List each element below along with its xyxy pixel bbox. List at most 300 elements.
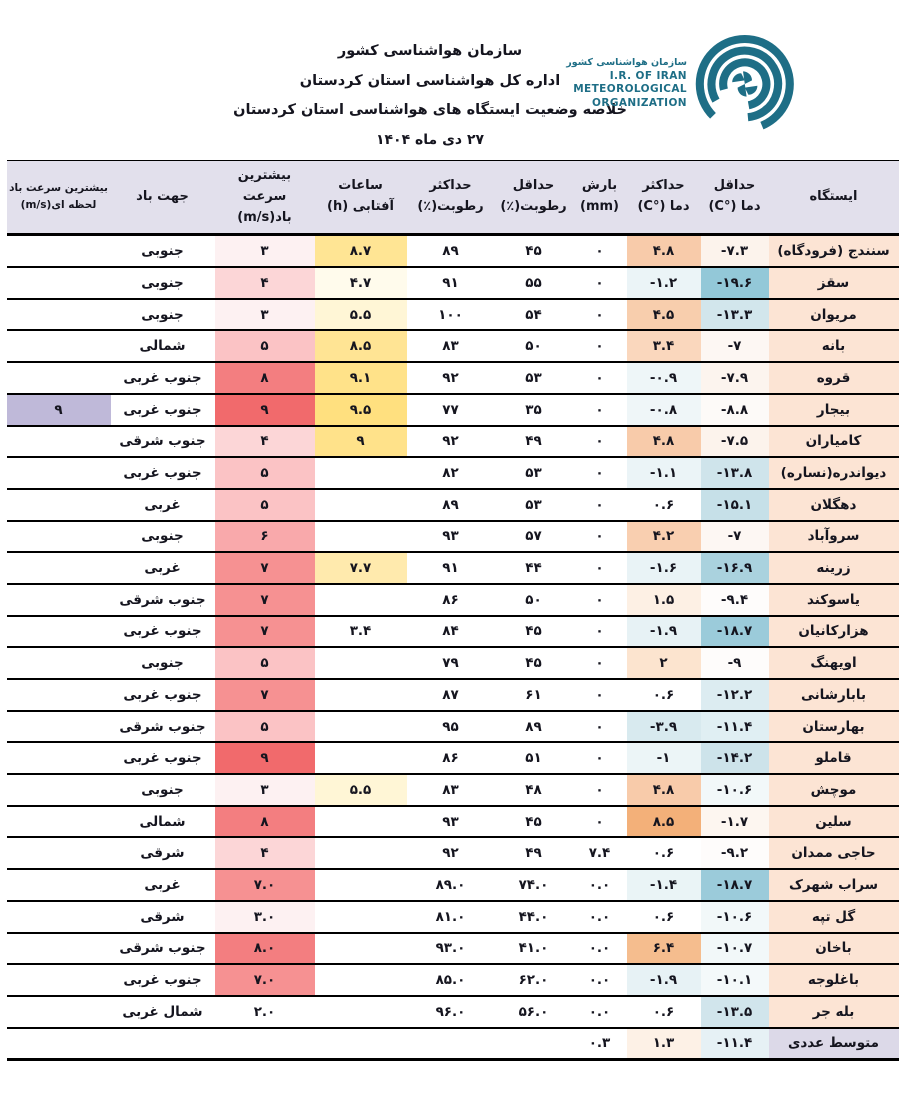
temp_max-value: ۶.۴ xyxy=(652,940,675,957)
wind_max-value: ۹ xyxy=(260,750,269,767)
station-value: بابارشانی xyxy=(800,686,867,703)
cell-temp_min xyxy=(701,774,769,806)
logo-text-en3: ORGANIZATION xyxy=(592,96,687,109)
cell-rh_max xyxy=(407,869,495,901)
wind_max-value: ۴ xyxy=(260,845,269,862)
cell-station xyxy=(769,457,899,489)
station-value: متوسط عددی xyxy=(787,1035,880,1052)
rh_min-value: ۴۵ xyxy=(525,243,542,260)
station-value: کامیاران xyxy=(805,433,862,450)
cell-temp_min xyxy=(701,711,769,743)
cell-temp_max xyxy=(627,869,701,901)
cell-temp_max xyxy=(627,964,701,996)
rh_min-value: ۴۴.۰ xyxy=(518,908,549,925)
cell-sunshine xyxy=(315,426,407,458)
station-value: یاسوکند xyxy=(806,591,861,608)
cell-rh_min xyxy=(495,299,573,331)
cell-gust xyxy=(7,711,111,743)
station-row xyxy=(7,711,899,743)
wind_max-value: ۲.۰ xyxy=(253,1003,276,1020)
precip-value: ۰ xyxy=(595,401,604,418)
cell-temp_min xyxy=(701,837,769,869)
cell-rh_max xyxy=(407,552,495,584)
sunshine-value: ۷.۷ xyxy=(349,560,372,577)
wind_dir-value: جنوب غربی xyxy=(123,972,202,989)
cell-temp_max xyxy=(627,235,701,267)
cell-wind_max xyxy=(215,330,315,362)
cell-precip xyxy=(573,679,627,711)
rh_min-value: ۵۳ xyxy=(525,496,542,513)
cell-rh_max xyxy=(407,647,495,679)
cell-rh_min xyxy=(495,457,573,489)
cell-gust xyxy=(7,394,111,426)
temp_min-value: -۱۸.۷ xyxy=(716,623,753,640)
cell-precip xyxy=(573,584,627,616)
cell-wind_max xyxy=(215,1028,315,1060)
cell-station xyxy=(769,742,899,774)
cell-precip xyxy=(573,489,627,521)
temp_max-value: -۱.۲ xyxy=(649,274,678,291)
station-row xyxy=(7,806,899,838)
temp_min-value: -۹.۴ xyxy=(720,591,749,608)
temp_min-value: -۱۲.۲ xyxy=(716,686,753,703)
rh_min-value: ۴۸ xyxy=(525,781,542,798)
temp_max-value: ۴.۵ xyxy=(652,306,675,323)
station-value: سقز xyxy=(817,274,850,291)
cell-precip xyxy=(573,711,627,743)
rh_max-value: ۸۹ xyxy=(442,243,459,260)
wind_dir-value: شرقی xyxy=(140,845,185,862)
cell-rh_min xyxy=(495,933,573,965)
report-header xyxy=(0,0,905,160)
cell-station xyxy=(769,235,899,267)
rh_min-value: ۴۱.۰ xyxy=(518,940,549,957)
station-value: هزارکانیان xyxy=(798,623,869,640)
precip-value: ۰ xyxy=(595,655,604,672)
temp_max-value: ۳.۴ xyxy=(652,338,675,355)
cell-wind_dir xyxy=(111,901,215,933)
rh_min-value: ۷۴.۰ xyxy=(518,876,549,893)
cell-rh_min xyxy=(495,235,573,267)
cell-rh_min xyxy=(495,869,573,901)
cell-wind_dir xyxy=(111,267,215,299)
rh_min-value: ۴۵ xyxy=(525,813,542,830)
station-row xyxy=(7,584,899,616)
cell-precip xyxy=(573,267,627,299)
cell-station xyxy=(769,552,899,584)
precip-value: ۰ xyxy=(595,591,604,608)
cell-temp_max xyxy=(627,330,701,362)
cell-station xyxy=(769,426,899,458)
station-row xyxy=(7,837,899,869)
cell-wind_max xyxy=(215,964,315,996)
temp_max-value: ۰.۶ xyxy=(652,908,675,925)
cell-wind_dir xyxy=(111,299,215,331)
rh_max-value: ۷۹ xyxy=(442,655,459,672)
temp_min-value: -۱۰.۷ xyxy=(716,940,753,957)
cell-wind_max xyxy=(215,711,315,743)
cell-wind_max xyxy=(215,869,315,901)
precip-value: ۰ xyxy=(595,306,604,323)
header-row xyxy=(7,161,899,235)
cell-temp_min xyxy=(701,552,769,584)
station-row xyxy=(7,869,899,901)
cell-precip xyxy=(573,394,627,426)
cell-temp_max xyxy=(627,616,701,648)
cell-temp_max xyxy=(627,267,701,299)
cell-wind_max xyxy=(215,933,315,965)
wind_dir-value: جنوب غربی xyxy=(123,623,202,640)
cell-temp_max xyxy=(627,837,701,869)
station-value: بانه xyxy=(821,338,846,355)
wind_dir-value: جنوب غربی xyxy=(123,465,202,482)
cell-wind_max xyxy=(215,394,315,426)
precip-value: ۰ xyxy=(595,813,604,830)
cell-station xyxy=(769,806,899,838)
cell-temp_max xyxy=(627,774,701,806)
temp_min-value: -۱۵.۱ xyxy=(716,496,753,513)
cell-wind_dir xyxy=(111,996,215,1028)
cell-wind_max xyxy=(215,774,315,806)
cell-precip xyxy=(573,869,627,901)
cell-temp_max xyxy=(627,679,701,711)
cell-wind_dir xyxy=(111,457,215,489)
wind_dir-value: جنوب غربی xyxy=(123,369,202,386)
station-value: سراب شهرک xyxy=(789,876,878,893)
temp_min-value: -۱۰.۱ xyxy=(716,972,753,989)
temp_max-value: ۱.۳ xyxy=(652,1035,675,1052)
cell-wind_dir xyxy=(111,552,215,584)
report-date: ۲۷ دی ماه ۱۴۰۴ xyxy=(375,131,485,148)
cell-rh_max xyxy=(407,235,495,267)
cell-temp_min xyxy=(701,489,769,521)
cell-temp_min xyxy=(701,869,769,901)
precip-value: ۰.۳ xyxy=(588,1035,611,1052)
cell-gust xyxy=(7,267,111,299)
cell-gust xyxy=(7,742,111,774)
temp_min-value: -۱۳.۸ xyxy=(716,465,753,482)
cell-sunshine xyxy=(315,933,407,965)
wind_max-value: ۵ xyxy=(260,465,269,482)
cell-rh_max xyxy=(407,584,495,616)
wind_dir-value: جنوب شرقی xyxy=(119,718,206,735)
header-temp_min: حداقل دما (°C) xyxy=(701,161,769,235)
wind_max-value: ۷ xyxy=(260,686,269,703)
wind_max-value: ۵ xyxy=(260,496,269,513)
sunshine-value: ۸.۵ xyxy=(349,338,372,355)
cell-gust xyxy=(7,774,111,806)
cell-rh_max xyxy=(407,426,495,458)
cell-wind_max xyxy=(215,267,315,299)
cell-sunshine xyxy=(315,742,407,774)
cell-temp_min xyxy=(701,267,769,299)
cell-temp_max xyxy=(627,426,701,458)
temp_min-value: -۹ xyxy=(727,655,742,672)
temp_min-value: -۱۱.۴ xyxy=(716,718,753,735)
wind_max-value: ۵ xyxy=(260,338,269,355)
temp_max-value: ۰.۶ xyxy=(652,496,675,513)
cell-precip xyxy=(573,837,627,869)
sunshine-value: ۳.۴ xyxy=(349,623,372,640)
rh_min-value: ۵۷ xyxy=(525,528,542,545)
rh_min-value: ۵۳ xyxy=(525,465,542,482)
wind_dir-value: جنوب شرقی xyxy=(119,433,206,450)
wind_max-value: ۴ xyxy=(260,274,269,291)
cell-station xyxy=(769,869,899,901)
station-value: دهگلان xyxy=(810,496,857,513)
cell-temp_min xyxy=(701,647,769,679)
temp_max-value: -۰.۹ xyxy=(649,369,678,386)
cell-rh_max xyxy=(407,996,495,1028)
cell-station xyxy=(769,394,899,426)
rh_min-value: ۵۵ xyxy=(525,274,542,291)
cell-rh_max xyxy=(407,521,495,553)
cell-gust xyxy=(7,901,111,933)
weather-stations-table xyxy=(7,160,899,1061)
cell-precip xyxy=(573,996,627,1028)
temp_min-value: -۱۴.۲ xyxy=(716,750,753,767)
cell-temp_max xyxy=(627,901,701,933)
rh_max-value: ۸۷ xyxy=(442,686,459,703)
cell-temp_max xyxy=(627,394,701,426)
cell-wind_max xyxy=(215,584,315,616)
cell-station xyxy=(769,711,899,743)
rh_max-value: ۸۳ xyxy=(442,781,459,798)
station-row xyxy=(7,457,899,489)
gust-value: ۹ xyxy=(54,401,63,418)
cell-temp_min xyxy=(701,679,769,711)
temp_max-value: -۱.۶ xyxy=(649,560,678,577)
wind_max-value: ۸ xyxy=(260,813,269,830)
station-row xyxy=(7,616,899,648)
station-value: قروه xyxy=(816,369,851,386)
cell-wind_dir xyxy=(111,362,215,394)
sunshine-value: ۵.۵ xyxy=(349,781,372,798)
cell-wind_max xyxy=(215,742,315,774)
cell-wind_dir xyxy=(111,521,215,553)
cell-rh_min xyxy=(495,996,573,1028)
wind_dir-value: جنوب غربی xyxy=(123,686,202,703)
rh_min-value: ۵۰ xyxy=(525,591,542,608)
station-value: قاملو xyxy=(815,750,852,767)
cell-wind_dir xyxy=(111,806,215,838)
cell-rh_max xyxy=(407,616,495,648)
cell-rh_min xyxy=(495,901,573,933)
cell-sunshine xyxy=(315,521,407,553)
header-precip: بارش (mm) xyxy=(573,161,627,235)
precip-value: ۰ xyxy=(595,274,604,291)
cell-rh_min xyxy=(495,552,573,584)
cell-rh_max xyxy=(407,1028,495,1060)
station-value: سروآباد xyxy=(807,528,860,545)
temp_min-value: -۹.۲ xyxy=(720,845,749,862)
cell-sunshine xyxy=(315,330,407,362)
logo-text xyxy=(566,57,687,110)
wind_dir-value: جنوبی xyxy=(141,274,184,291)
station-value: حاجی ممدان xyxy=(791,845,876,862)
cell-wind_dir xyxy=(111,774,215,806)
wind_max-value: ۷.۰ xyxy=(253,876,276,893)
station-row xyxy=(7,489,899,521)
wind_max-value: ۷ xyxy=(260,591,269,608)
station-row xyxy=(7,521,899,553)
rh_min-value: ۴۵ xyxy=(525,623,542,640)
cell-rh_max xyxy=(407,330,495,362)
cell-temp_min xyxy=(701,742,769,774)
temp_max-value: ۸.۵ xyxy=(652,813,675,830)
wind_max-value: ۹ xyxy=(260,401,269,418)
rh_max-value: ۸۶ xyxy=(442,591,459,608)
precip-value: ۰.۰ xyxy=(588,1003,611,1020)
cell-rh_max xyxy=(407,679,495,711)
cell-station xyxy=(769,837,899,869)
rh_max-value: ۱۰۰ xyxy=(438,306,463,323)
rh_max-value: ۹۶.۰ xyxy=(435,1003,466,1020)
org-title: سازمان هواشناسی کشور xyxy=(337,43,523,59)
cell-rh_min xyxy=(495,806,573,838)
rh_max-value: ۹۳ xyxy=(442,813,459,830)
cell-rh_max xyxy=(407,267,495,299)
precip-value: ۰ xyxy=(595,369,604,386)
cell-rh_min xyxy=(495,521,573,553)
cell-wind_dir xyxy=(111,869,215,901)
cell-wind_dir xyxy=(111,742,215,774)
station-row xyxy=(7,330,899,362)
station-row xyxy=(7,394,899,426)
cell-wind_dir xyxy=(111,1028,215,1060)
station-row xyxy=(7,742,899,774)
station-value: بهارستان xyxy=(802,718,865,735)
cell-gust xyxy=(7,521,111,553)
rh_max-value: ۹۳ xyxy=(442,528,459,545)
cell-sunshine xyxy=(315,647,407,679)
precip-value: ۰ xyxy=(595,560,604,577)
temp_min-value: -۱.۷ xyxy=(720,813,749,830)
header-temp_max: حداکثر دما (°C) xyxy=(627,161,701,235)
cell-wind_dir xyxy=(111,837,215,869)
cell-wind_max xyxy=(215,552,315,584)
cell-wind_max xyxy=(215,426,315,458)
cell-sunshine xyxy=(315,679,407,711)
station-row xyxy=(7,362,899,394)
cell-precip xyxy=(573,933,627,965)
cell-wind_max xyxy=(215,457,315,489)
cell-gust xyxy=(7,299,111,331)
office-title: اداره کل هواشناسی استان کردستان xyxy=(299,72,561,89)
cell-precip xyxy=(573,330,627,362)
cell-temp_max xyxy=(627,1028,701,1060)
cell-precip xyxy=(573,742,627,774)
cell-rh_max xyxy=(407,774,495,806)
spiral-logo-icon xyxy=(689,28,797,140)
temp_min-value: -۱۰.۶ xyxy=(716,781,753,798)
cell-rh_max xyxy=(407,394,495,426)
wind_dir-value: شمالی xyxy=(139,338,186,355)
cell-station xyxy=(769,521,899,553)
cell-sunshine xyxy=(315,837,407,869)
cell-sunshine xyxy=(315,774,407,806)
cell-temp_min xyxy=(701,521,769,553)
temp_max-value: -۱.۱ xyxy=(649,465,678,482)
cell-temp_min xyxy=(701,901,769,933)
cell-precip xyxy=(573,362,627,394)
cell-rh_max xyxy=(407,362,495,394)
temp_max-value: -۱.۹ xyxy=(649,623,678,640)
station-value: سلین xyxy=(815,813,852,830)
cell-gust xyxy=(7,552,111,584)
cell-temp_max xyxy=(627,647,701,679)
precip-value: ۰.۰ xyxy=(588,876,611,893)
cell-rh_max xyxy=(407,742,495,774)
rh_min-value: ۵۰ xyxy=(525,338,542,355)
cell-temp_min xyxy=(701,235,769,267)
wind_max-value: ۷ xyxy=(260,560,269,577)
header-wind_max: بیشترین سرعت باد(m/s) xyxy=(215,161,315,235)
logo-text-fa: سازمان هواشناسی کشور xyxy=(566,57,687,69)
rh_min-value: ۴۹ xyxy=(525,433,542,450)
cell-precip xyxy=(573,647,627,679)
cell-rh_min xyxy=(495,616,573,648)
cell-temp_max xyxy=(627,457,701,489)
station-value: سنندج (فرودگاه) xyxy=(777,243,890,260)
cell-wind_max xyxy=(215,521,315,553)
station-row xyxy=(7,299,899,331)
station-row xyxy=(7,679,899,711)
cell-wind_max xyxy=(215,489,315,521)
cell-gust xyxy=(7,933,111,965)
cell-sunshine xyxy=(315,711,407,743)
sunshine-value: ۴.۷ xyxy=(349,274,372,291)
rh_min-value: ۸۹ xyxy=(525,718,542,735)
cell-station xyxy=(769,901,899,933)
cell-station xyxy=(769,996,899,1028)
cell-rh_max xyxy=(407,806,495,838)
cell-rh_max xyxy=(407,711,495,743)
cell-rh_min xyxy=(495,362,573,394)
cell-wind_max xyxy=(215,901,315,933)
precip-value: ۰ xyxy=(595,496,604,513)
cell-temp_max xyxy=(627,996,701,1028)
cell-sunshine xyxy=(315,489,407,521)
temp_max-value: ۰.۶ xyxy=(652,1003,675,1020)
cell-rh_min xyxy=(495,742,573,774)
cell-wind_dir xyxy=(111,647,215,679)
cell-temp_min xyxy=(701,996,769,1028)
cell-station xyxy=(769,362,899,394)
rh_max-value: ۸۶ xyxy=(442,750,459,767)
average-row xyxy=(7,1028,899,1060)
temp_max-value: ۲ xyxy=(659,655,668,672)
cell-rh_max xyxy=(407,837,495,869)
cell-sunshine xyxy=(315,584,407,616)
temp_max-value: ۴.۸ xyxy=(652,781,675,798)
rh_min-value: ۵۱ xyxy=(525,750,542,767)
cell-station xyxy=(769,774,899,806)
header-rh_max: حداکثر رطوبت(٪) xyxy=(407,161,495,235)
rh_min-value: ۳۵ xyxy=(525,401,542,418)
cell-sunshine xyxy=(315,457,407,489)
rh_max-value: ۹۲ xyxy=(442,369,459,386)
cell-precip xyxy=(573,426,627,458)
table-body xyxy=(7,235,899,1060)
station-row xyxy=(7,235,899,267)
cell-rh_min xyxy=(495,330,573,362)
rh_max-value: ۸۲ xyxy=(442,465,459,482)
temp_max-value: -۰.۸ xyxy=(649,401,678,418)
station-value: موچش xyxy=(810,781,857,798)
cell-gust xyxy=(7,457,111,489)
cell-temp_min xyxy=(701,806,769,838)
